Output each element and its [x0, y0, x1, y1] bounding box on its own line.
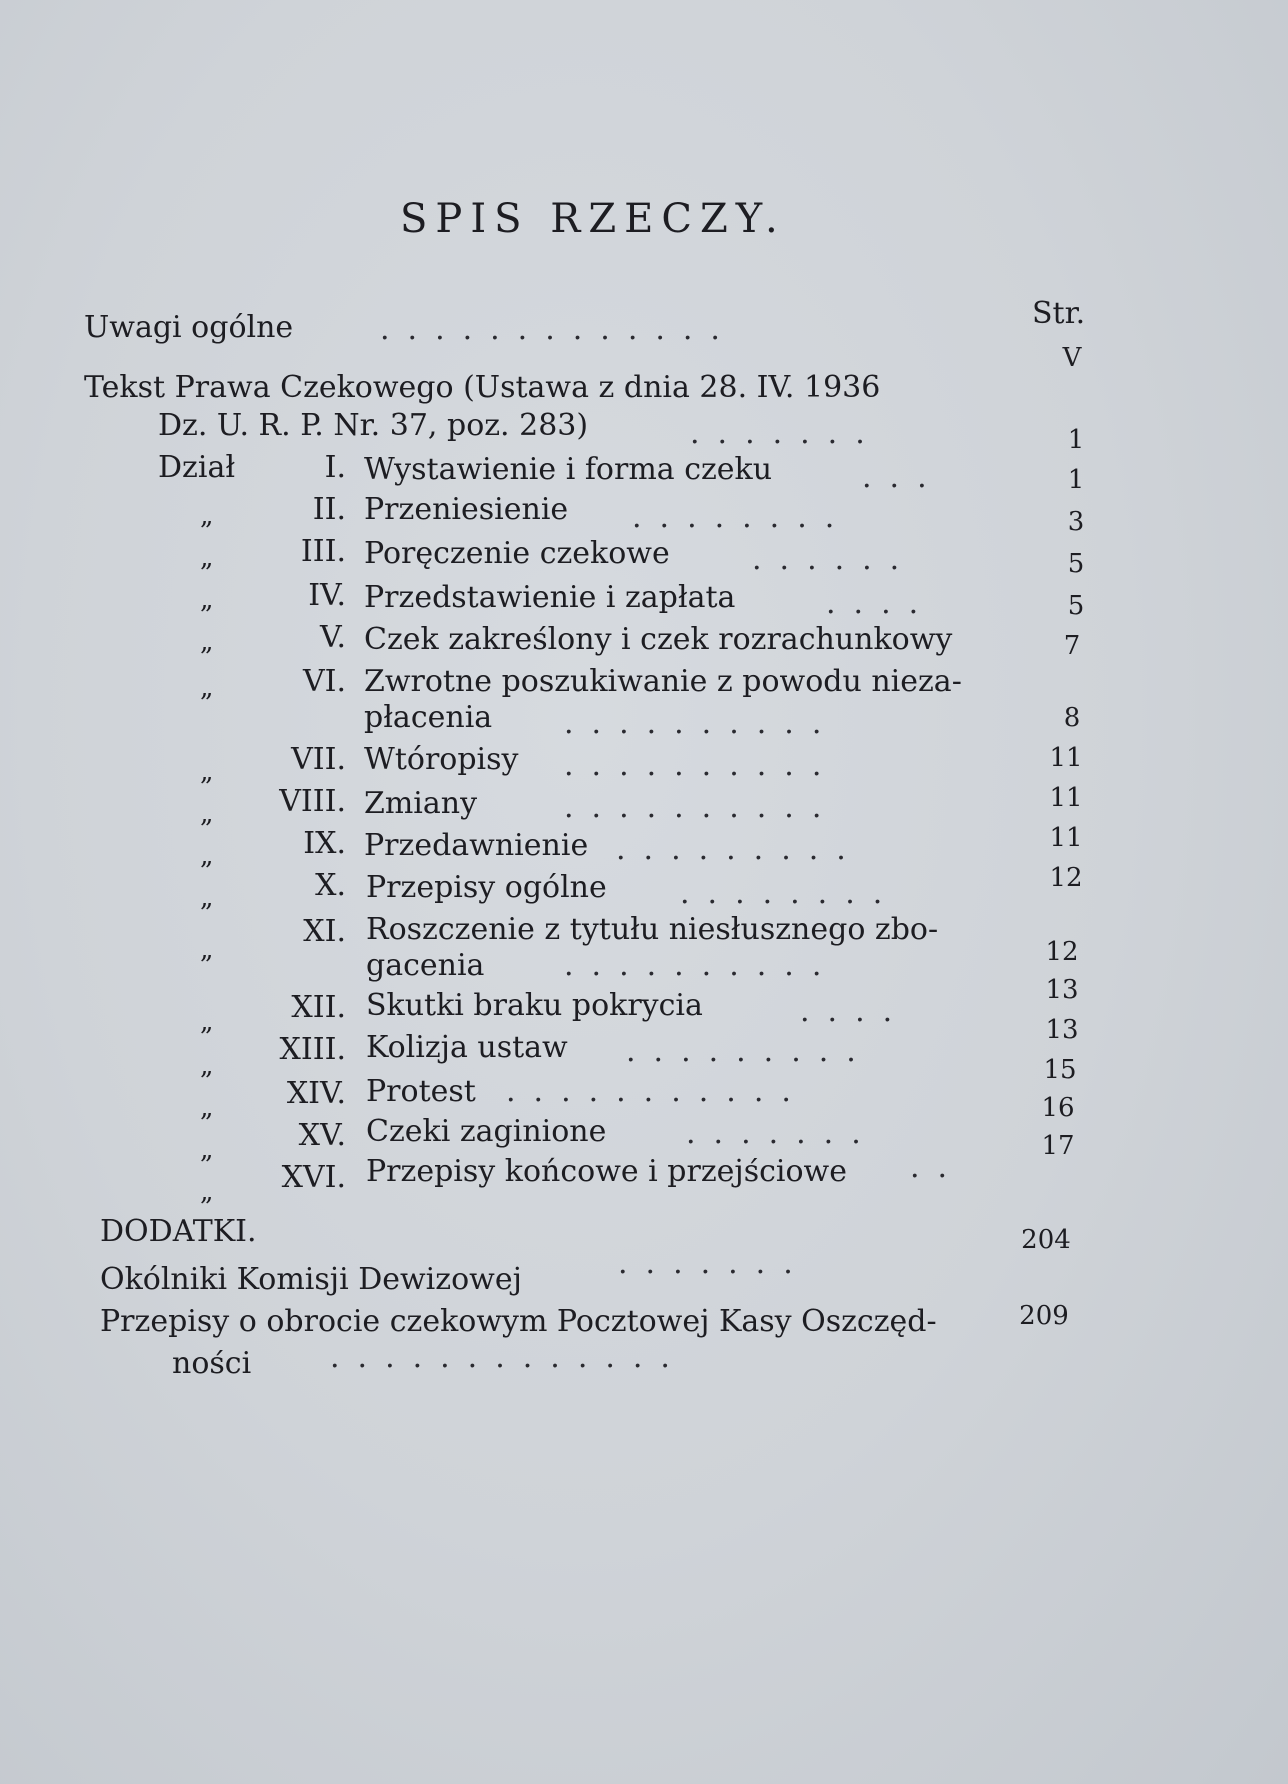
toc-page-number: 11 [1049, 783, 1083, 813]
ditto-mark: „ [200, 1135, 214, 1165]
section-numeral: IX. [303, 826, 346, 861]
leader-dots: ......... [616, 832, 864, 867]
section-label: Wystawienie i forma czeku [364, 452, 773, 487]
leader-dots: ...... [752, 542, 918, 577]
section-numeral: X. [315, 868, 346, 903]
leader-dots: ............. [380, 312, 738, 347]
toc-page-number: 8 [1063, 703, 1081, 733]
leader-dots: .... [800, 994, 911, 1029]
section-numeral: XV. [298, 1118, 346, 1153]
toc-page-number: 5 [1067, 591, 1085, 621]
leader-dots: ... [862, 460, 945, 495]
toc-page-number: 5 [1067, 549, 1085, 579]
section-label-continued: gacenia [366, 948, 485, 983]
section-label: Skutki braku pokrycia [366, 988, 703, 1023]
ditto-mark: „ [200, 757, 214, 787]
ditto-mark: „ [200, 501, 214, 531]
ditto-mark: „ [200, 799, 214, 829]
section-label: Poręczenie czekowe [364, 536, 670, 571]
toc-page-number: 1 [1067, 425, 1085, 455]
leader-dots: .. [910, 1150, 966, 1185]
section-numeral: I. [324, 450, 346, 485]
leader-dots: .......... [564, 748, 840, 783]
toc-page-number: 11 [1049, 823, 1083, 853]
toc-page-number: 13 [1045, 1015, 1079, 1045]
section-label: Zwrotne poszukiwanie z powodu nieza- [364, 664, 962, 699]
section-numeral: XI. [303, 914, 346, 949]
section-numeral: VIII. [279, 784, 346, 819]
section-numeral: VI. [302, 664, 346, 699]
leader-dots: .......... [564, 706, 840, 741]
section-numeral: XIII. [279, 1032, 346, 1067]
toc-page-number: 3 [1067, 507, 1085, 537]
toc-entry-label: Uwagi ogólne [84, 310, 294, 345]
appendix-entry-label: Przepisy o obrocie czekowym Pocztowej Kasy Oszczęd- [100, 1304, 937, 1339]
leader-dots: ......... [626, 1034, 874, 1069]
toc-page-number: 204 [1021, 1225, 1071, 1255]
leader-dots: .... [826, 586, 937, 621]
section-numeral: XVI. [281, 1160, 346, 1195]
section-label: Czeki zaginione [366, 1114, 607, 1149]
section-label: Kolizja ustaw [366, 1030, 568, 1065]
leader-dots: ....... [690, 416, 883, 451]
leader-dots: ........ [680, 876, 901, 911]
section-label: Przepisy ogólne [366, 870, 607, 905]
toc-entry-label: Tekst Prawa Czekowego (Ustawa z dnia 28. IV. 1936 [84, 370, 881, 405]
leader-dots: ........ [632, 500, 853, 535]
ditto-mark: „ [200, 1177, 214, 1207]
toc-page-number: 13 [1045, 975, 1079, 1005]
section-numeral: II. [312, 492, 346, 527]
ditto-mark: „ [200, 1093, 214, 1123]
leader-dots: .......... [564, 948, 840, 983]
section-label: Zmiany [364, 786, 478, 821]
section-label: Wtóropisy [364, 742, 519, 777]
appendix-heading: DODATKI. [100, 1214, 257, 1249]
section-numeral: VII. [291, 742, 346, 777]
section-numeral: XII. [291, 990, 346, 1025]
toc-page-number: 12 [1049, 863, 1083, 893]
section-numeral: XIV. [286, 1076, 346, 1111]
section-label: Czek zakreślony i czek rozrachunkowy [364, 622, 953, 657]
ditto-mark: „ [200, 585, 214, 615]
toc-page-number: 11 [1049, 743, 1083, 773]
toc-page-number: 1 [1067, 465, 1085, 495]
ditto-mark: „ [200, 841, 214, 871]
section-numeral: IV. [308, 578, 346, 613]
toc-page-number: 209 [1019, 1301, 1069, 1331]
section-label: Przedawnienie [364, 828, 589, 863]
toc-page-number: 17 [1041, 1131, 1075, 1161]
section-label: Przedstawienie i zapłata [364, 580, 736, 615]
dzial-label: Dział [158, 450, 236, 485]
appendix-entry-label-continued: ności [172, 1346, 252, 1381]
toc-page-number: 16 [1041, 1093, 1075, 1123]
ditto-mark: „ [200, 1051, 214, 1081]
leader-dots: ............. [330, 1340, 688, 1375]
leader-dots: ........... [506, 1074, 809, 1109]
section-numeral: V. [320, 620, 346, 655]
section-numeral: III. [300, 534, 346, 569]
ditto-mark: „ [200, 627, 214, 657]
section-label: Przepisy końcowe i przejściowe [366, 1154, 847, 1189]
ditto-mark: „ [200, 1007, 214, 1037]
leader-dots: ....... [618, 1246, 811, 1281]
section-label: Roszczenie z tytułu niesłusznego zbo- [366, 912, 939, 947]
section-label: Przeniesienie [364, 492, 569, 527]
toc-page-number: 15 [1043, 1055, 1077, 1085]
leader-dots: .......... [564, 790, 840, 825]
page-column-label: Str. [1032, 296, 1086, 331]
ditto-mark: „ [200, 673, 214, 703]
ditto-mark: „ [200, 883, 214, 913]
appendix-entry-label: Okólniki Komisji Dewizowej [100, 1262, 522, 1297]
leader-dots: ....... [686, 1116, 879, 1151]
toc-page-number: 12 [1045, 937, 1079, 967]
ditto-mark: „ [200, 543, 214, 573]
toc-entry-label-continued: Dz. U. R. P. Nr. 37, poz. 283) [158, 408, 589, 443]
toc-page-number: 7 [1063, 631, 1081, 661]
section-label: Protest [366, 1074, 476, 1109]
ditto-mark: „ [200, 935, 214, 965]
section-label-continued: płacenia [364, 700, 493, 735]
toc-page-number: V [1062, 343, 1082, 373]
page-title: SPIS RZECZY. [400, 196, 786, 242]
